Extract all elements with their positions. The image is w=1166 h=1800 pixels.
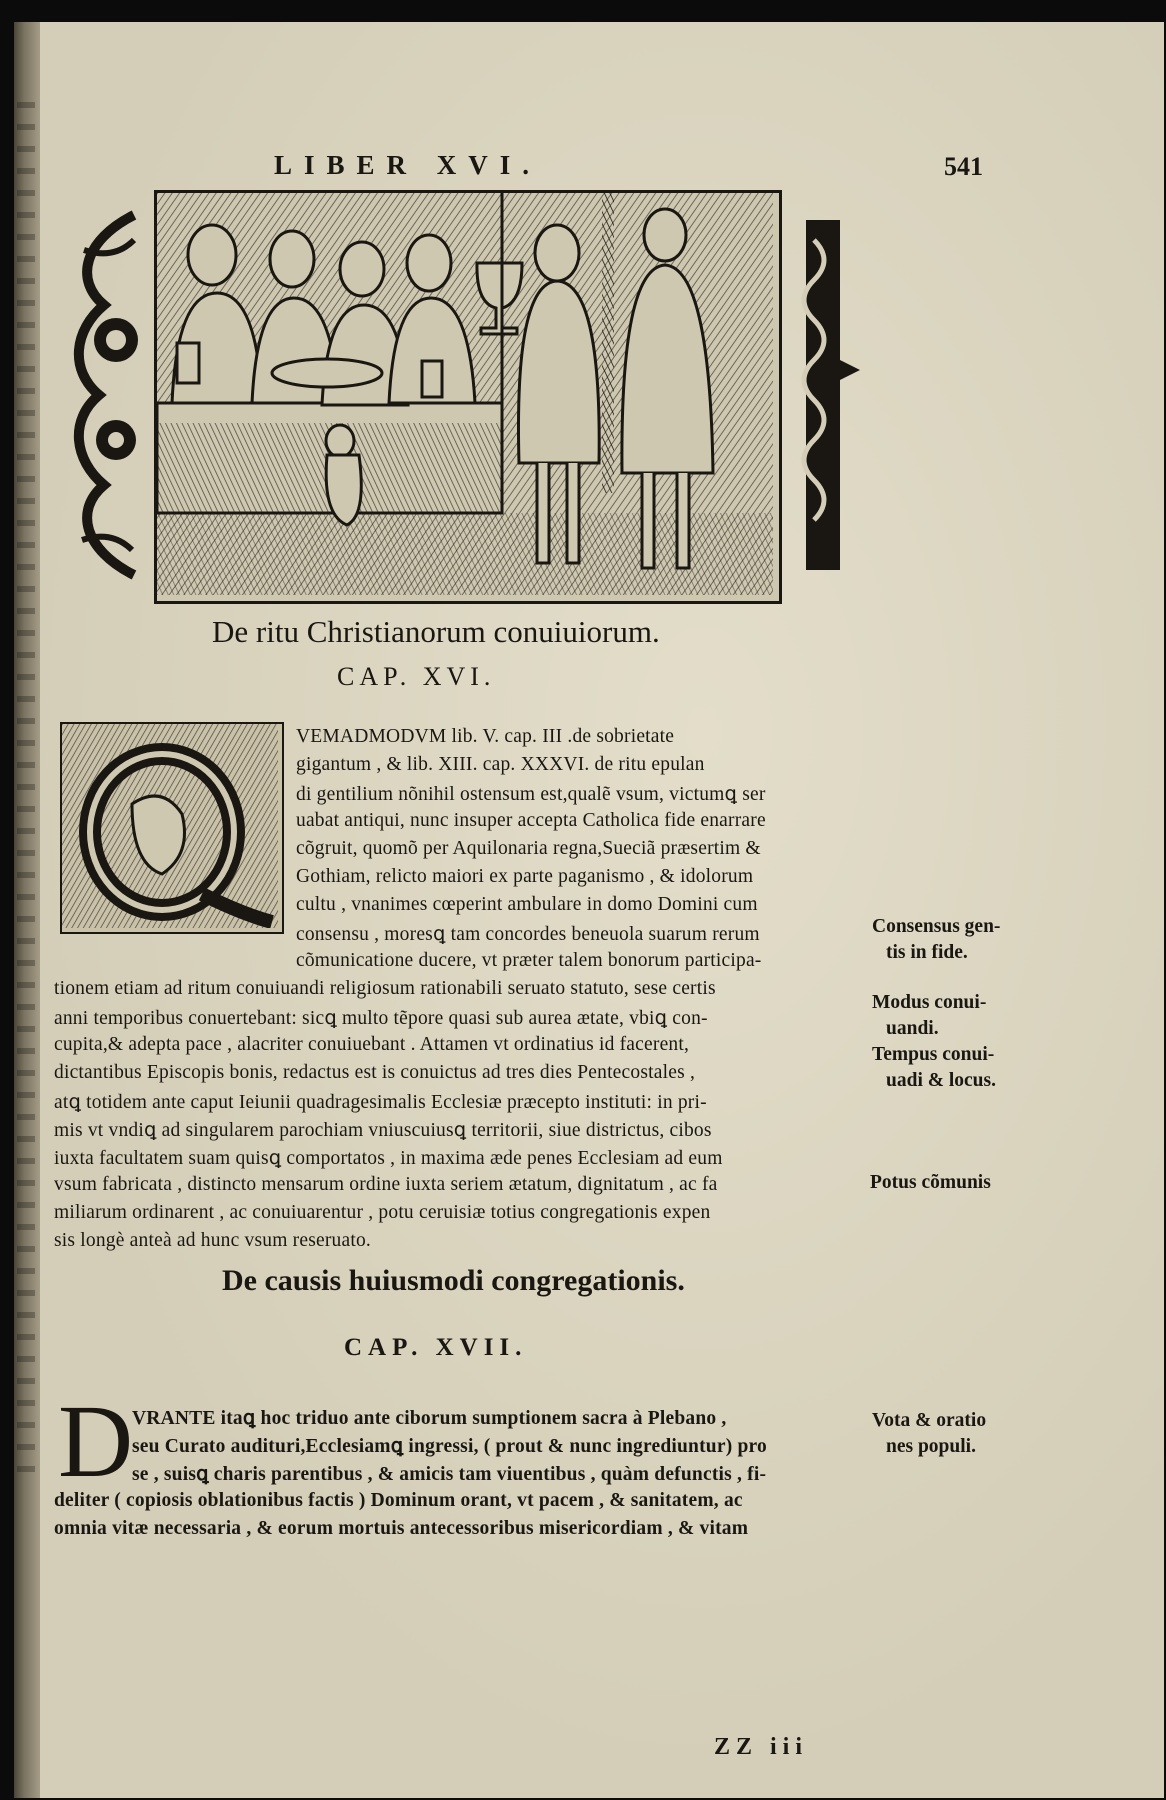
initial-letter-d: D	[58, 1384, 134, 1499]
ch17-line-1: VRANTE itaꝗ hoc triduo ante ciborum sumptionem sacra à Plebano ,	[132, 1408, 727, 1429]
decorated-initial-q	[60, 722, 284, 934]
chapter-16-number: CAP. XVI.	[337, 662, 496, 691]
woodcut-illustration	[154, 190, 782, 604]
chapter-16-title: De ritu Christianorum conuiuiorum.	[212, 614, 660, 649]
running-head: LIBER XVI.	[274, 150, 542, 180]
margin-note-vota-1: Vota & oratio	[872, 1410, 987, 1431]
margin-note-tempus-1: Tempus conui-	[872, 1044, 995, 1065]
ch16-line-6: Gothiam, relicto maiori ex parte paganismo , & idolorum	[296, 866, 754, 887]
margin-note-tempus-2: uadi & locus.	[886, 1070, 996, 1091]
ch16-line-7: cultu , vnanimes cœperint ambulare in domo Domini cum	[296, 894, 758, 915]
ch17-line-5: omnia vitæ necessaria , & eorum mortuis antecessoribus misericordiam , & vitam	[54, 1518, 749, 1539]
ch16-line-13: dictantibus Episcopis bonis, redactus est is conuictus ad tres dies Pentecostales ,	[54, 1062, 696, 1083]
facing-page-edge	[17, 102, 35, 1482]
ch16-line-10: tionem etiam ad ritum conuiuandi religiosum rationabili seruato statuto, sese certis	[54, 978, 716, 999]
ch16-line-2: gigantum , & lib. XIII. cap. XXXVI. de ritu epulan	[296, 754, 705, 775]
ch16-line-8: consensu , moresꝗ tam concordes beneuola suarum rerum	[296, 924, 760, 945]
ch16-line-17: vsum fabricata , distincto mensarum ordine iuxta seriem ætatum, dignitatum , ac fa	[54, 1174, 718, 1195]
ch16-line-14: atꝗ totidem ante caput Ieiunii quadragesimalis Ecclesiæ præcepto instituti: in pri-	[54, 1092, 707, 1113]
left-ornament	[64, 210, 148, 580]
margin-note-consensus-2: tis in fide.	[886, 942, 968, 963]
ch16-line-9: cõmunicatione ducere, vt præter talem bonorum participa-	[296, 950, 762, 971]
ch16-line-18: miliarum ordinarent , ac conuiuarentur , potu ceruisiæ totius congregationis expen	[54, 1202, 711, 1223]
ch17-line-2: seu Curato audituri,Ecclesiamꝗ ingressi, ( prout & nunc ingrediuntur) pro	[132, 1436, 767, 1457]
ch17-line-4: deliter ( copiosis oblationibus factis ) Dominum orant, vt pacem , & sanitatem, ac	[54, 1490, 743, 1511]
chapter-17-title: De causis huiusmodi congregationis.	[222, 1264, 685, 1297]
banquet-scene-image	[157, 193, 773, 595]
ch16-line-15: mis vt vndiꝗ ad singularem parochiam vniuscuiusꝗ territorii, siue districtus, cibos	[54, 1120, 712, 1141]
page-number: 541	[944, 152, 983, 181]
ch16-line-11: anni temporibus conuertebant: sicꝗ multo tẽpore quasi sub aurea ætate, vbiꝗ con-	[54, 1008, 708, 1029]
ch16-line-4: uabat antiqui, nunc insuper accepta Catholica fide enarrare	[296, 810, 766, 831]
margin-note-consensus-1: Consensus gen-	[872, 916, 1001, 937]
initial-q-image	[62, 724, 278, 928]
ch16-line-5: cõgruit, quomõ per Aquilonaria regna,Sueciã præsertim &	[296, 838, 761, 859]
book-page	[14, 22, 1164, 1798]
ch16-line-1: VEMADMODVM lib. V. cap. III .de sobrietate	[296, 726, 675, 747]
margin-note-potus: Potus cõmunis	[870, 1172, 991, 1193]
ch16-line-3: di gentilium nõnihil ostensum est,qualẽ vsum, victumꝗ ser	[296, 784, 766, 805]
ch16-line-12: cupita,& adepta pace , alacriter conuiuebant . Attamen vt ordinatius id facerent,	[54, 1034, 690, 1055]
ch16-line-16: iuxta facultatem suam quisꝗ comportatos , in maxima æde penes Ecclesiam ad eum	[54, 1148, 723, 1169]
signature-mark: ZZ iii	[714, 1734, 809, 1760]
ch16-line-19: sis longè anteà ad hunc vsum reseruato.	[54, 1230, 372, 1251]
margin-note-modus-2: uandi.	[886, 1018, 939, 1039]
right-ornament	[784, 210, 868, 580]
margin-note-vota-2: nes populi.	[886, 1436, 976, 1457]
chapter-17-number: CAP. XVII.	[344, 1334, 528, 1361]
page-gutter	[14, 22, 40, 1798]
margin-note-modus-1: Modus conui-	[872, 992, 987, 1013]
ch17-line-3: se , suisꝗ charis parentibus , & amicis tam viuentibus , quàm defunctis , fi-	[132, 1464, 767, 1485]
